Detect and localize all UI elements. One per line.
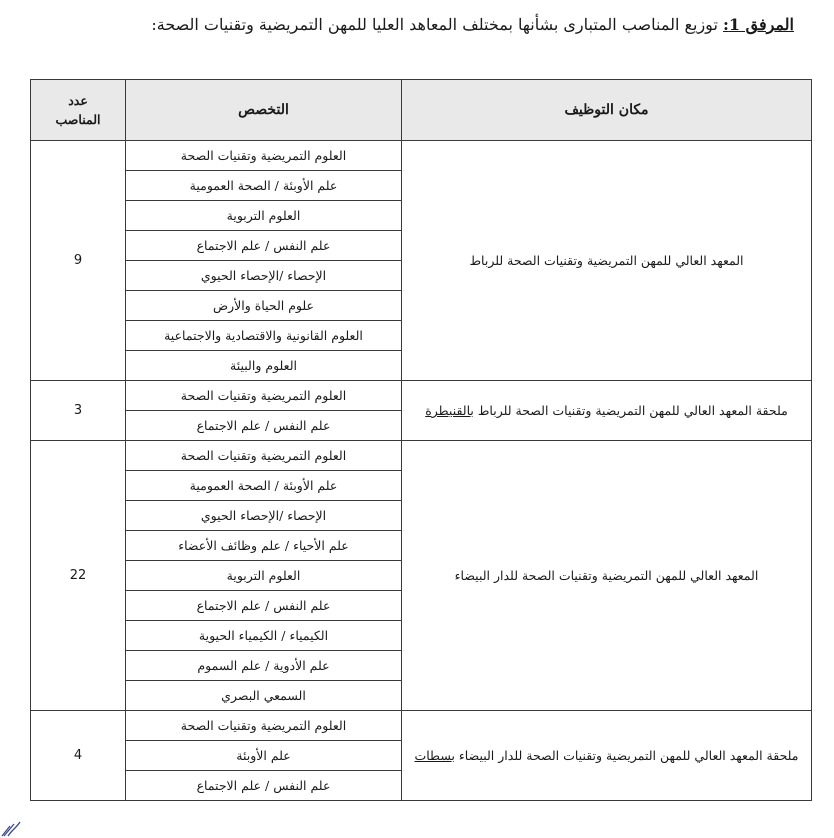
- place-cell: [402, 381, 812, 441]
- specialty-cell: الإحصاء /الإحصاء الحيوي: [126, 261, 402, 291]
- header-place: مكان التوظيف: [402, 80, 812, 141]
- place-city: بسطات: [414, 748, 455, 763]
- specialty-cell: علوم الحياة والأرض: [126, 291, 402, 321]
- specialty-cell: الإحصاء /الإحصاء الحيوي: [126, 501, 402, 531]
- place-cell: المعهد العالي للمهن التمريضية وتقنيات الصحة للدار البيضاء: [402, 441, 812, 711]
- specialty-cell: علم الأدوية / علم السموم: [126, 651, 402, 681]
- header-count: [31, 80, 126, 141]
- document-title: [30, 14, 794, 36]
- place-cell: المعهد العالي للمهن التمريضية وتقنيات الصحة للرباط: [402, 141, 812, 381]
- specialty-cell: علم النفس / علم الاجتماع: [126, 231, 402, 261]
- table-header-row: [31, 80, 812, 141]
- table-row: [31, 711, 812, 741]
- specialty-cell: علم الأوبئة / الصحة العمومية: [126, 171, 402, 201]
- annex-label: المرفق 1:: [722, 15, 794, 34]
- count-cell: 4: [31, 711, 126, 801]
- specialty-cell: العلوم التمريضية وتقنيات الصحة: [126, 381, 402, 411]
- header-count-line2: المناصب: [55, 112, 101, 127]
- specialty-cell: علم النفس / علم الاجتماع: [126, 591, 402, 621]
- place-text: ملحقة المعهد العالي للمهن التمريضية وتقنيات الصحة للدار البيضاء: [454, 748, 799, 763]
- table-row: [31, 441, 812, 471]
- specialty-cell: علم النفس / علم الاجتماع: [126, 771, 402, 801]
- specialty-cell: العلوم والبيئة: [126, 351, 402, 381]
- annex-title-text: توزيع المناصب المتبارى بشأنها بمختلف المعاهد العليا للمهن التمريضية وتقنيات الصحة:: [151, 15, 723, 34]
- place-text: ملحقة المعهد العالي للمهن التمريضية وتقنيات الصحة للرباط: [473, 403, 788, 418]
- specialty-cell: علم الأوبئة: [126, 741, 402, 771]
- specialty-cell: العلوم القانونية والاقتصادية والاجتماعية: [126, 321, 402, 351]
- count-cell: 9: [31, 141, 126, 381]
- specialty-cell: العلوم التربوية: [126, 561, 402, 591]
- specialty-cell: العلوم التمريضية وتقنيات الصحة: [126, 711, 402, 741]
- specialty-cell: العلوم التربوية: [126, 201, 402, 231]
- count-cell: 3: [31, 381, 126, 441]
- specialty-cell: الكيمياء / الكيمياء الحيوية: [126, 621, 402, 651]
- specialty-cell: السمعي البصري: [126, 681, 402, 711]
- specialty-cell: علم النفس / علم الاجتماع: [126, 411, 402, 441]
- place-city: بالقنيطرة: [425, 403, 474, 418]
- header-count-line1: عدد: [68, 93, 88, 108]
- place-cell: [402, 711, 812, 801]
- specialty-cell: العلوم التمريضية وتقنيات الصحة: [126, 441, 402, 471]
- specialty-cell: علم الأحياء / علم وظائف الأعضاء: [126, 531, 402, 561]
- table-row: [31, 381, 812, 411]
- count-cell: 22: [31, 441, 126, 711]
- specialty-cell: العلوم التمريضية وتقنيات الصحة: [126, 141, 402, 171]
- positions-table: [30, 79, 812, 801]
- signature-mark: [0, 798, 40, 838]
- header-specialty: التخصص: [126, 80, 402, 141]
- specialty-cell: علم الأوبئة / الصحة العمومية: [126, 471, 402, 501]
- table-row: [31, 141, 812, 171]
